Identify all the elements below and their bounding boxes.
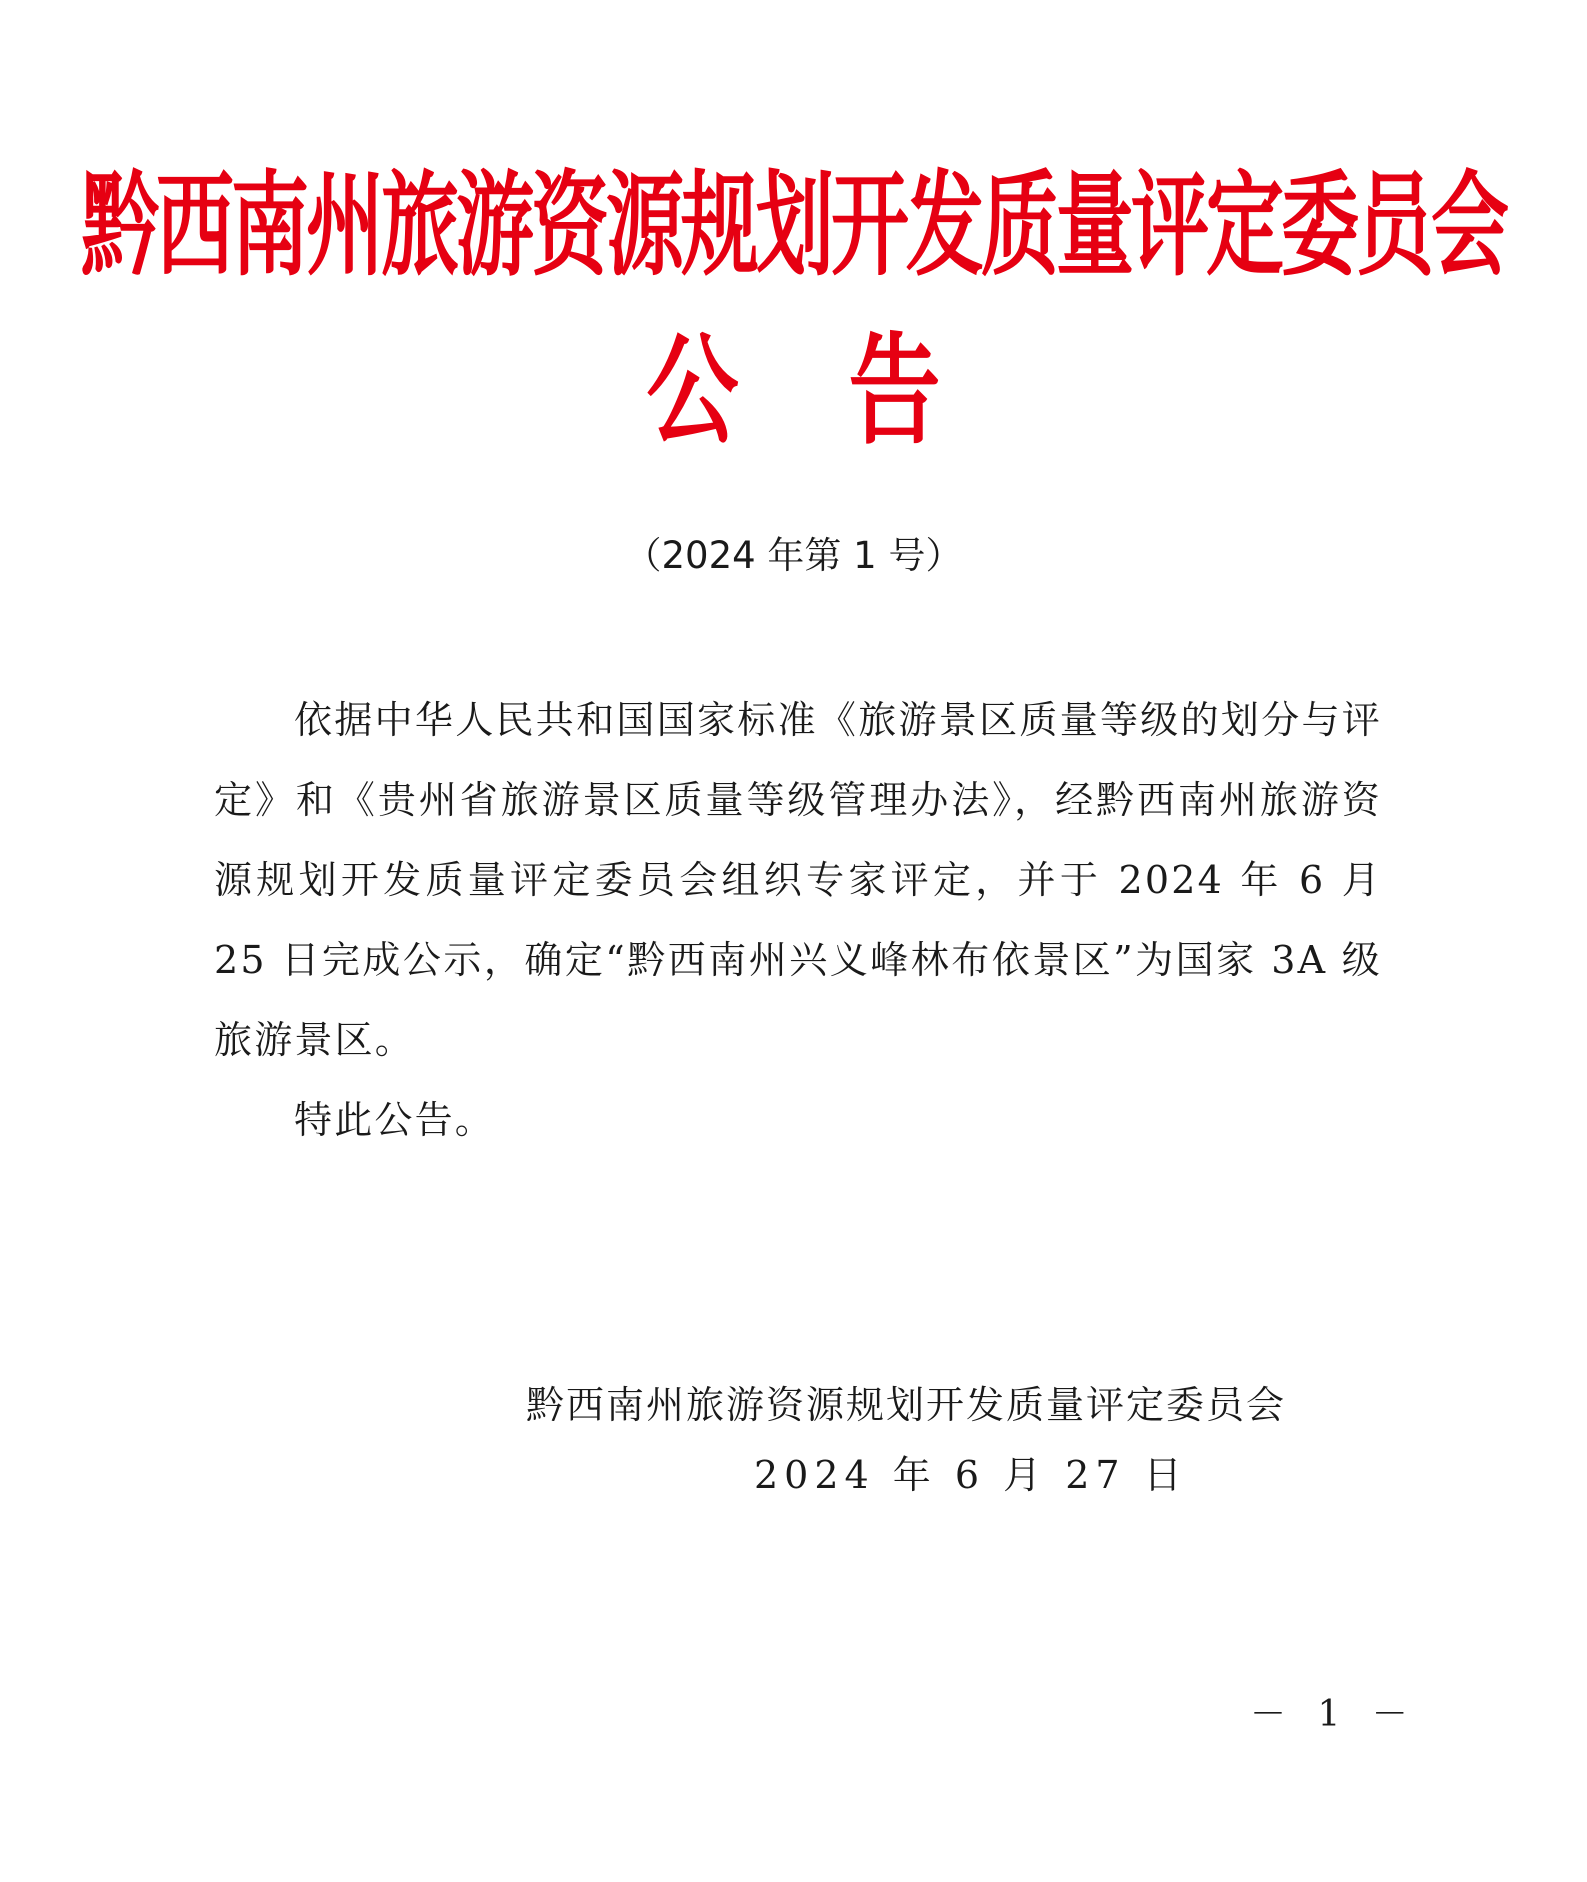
doc-number: （2024 年第 1 号）	[624, 534, 963, 577]
body-paragraph-closing: 特此公告。	[294, 1098, 496, 1142]
body-paragraph-main: 依据中华人民共和国国家标准《旅游景区质量等级的划分与评定》和《贵州省旅游景区质量等级管理办法》，经黔西南州旅游资源规划开发质量评定委员会组织专家评定，并于 2024 年 6 月 25 日完成公示，确定“黔西南州兴义峰林布依景区”为国家 3A 级旅游景区。	[214, 698, 1382, 1062]
signature-block	[526, 1370, 1326, 1510]
signature-date: 2024 年 6 月 27 日	[754, 1453, 1188, 1497]
page-number: － 1 －	[1250, 1694, 1418, 1735]
announcement-body	[214, 680, 1382, 1160]
doc-type-title: 公告	[646, 321, 1051, 461]
signature-organization: 黔西南州旅游资源规划开发质量评定委员会	[526, 1383, 1287, 1427]
org-title: 黔西南州旅游资源规划开发质量评定委员会	[80, 161, 1506, 293]
